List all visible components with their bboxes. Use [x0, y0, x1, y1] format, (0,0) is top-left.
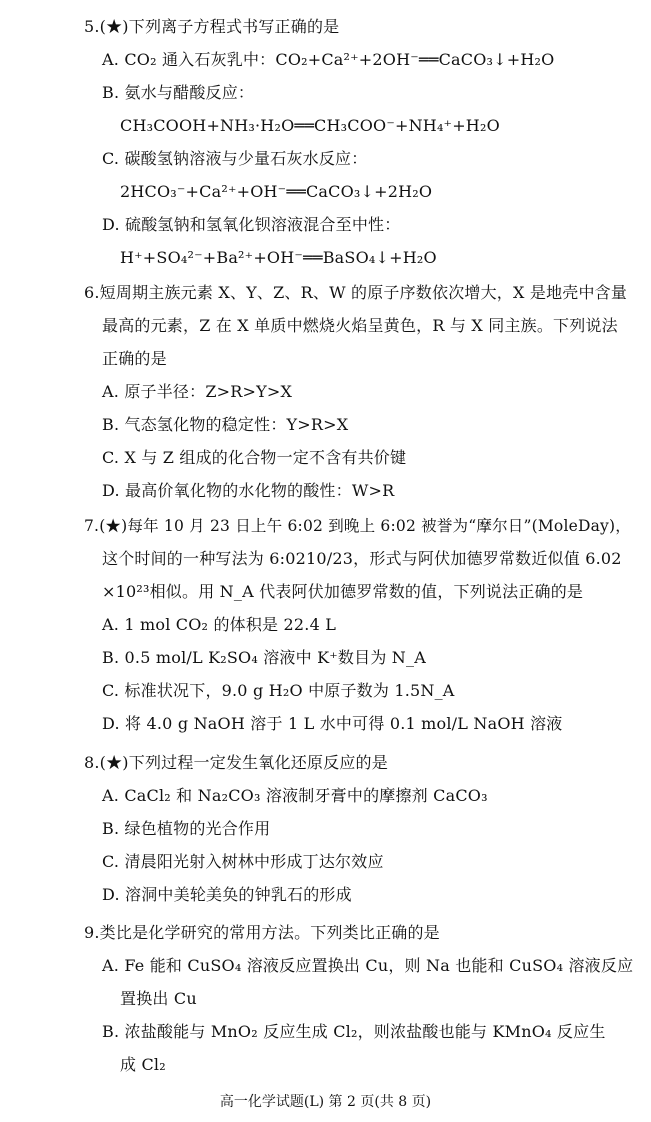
question-8-option-c: C. 清晨阳光射入树林中形成丁达尔效应 — [102, 852, 384, 871]
question-8-stem: 8.(★)下列过程一定发生氧化还原反应的是 — [84, 753, 388, 772]
question-7-option-a: A. 1 mol CO₂ 的体积是 22.4 L — [102, 615, 337, 634]
question-7-stem-line-3: ×10²³相似。用 N_A 代表阿伏加德罗常数的值，下列说法正确的是 — [102, 582, 584, 601]
question-8-option-a: A. CaCl₂ 和 Na₂CO₃ 溶液制牙膏中的摩擦剂 CaCO₃ — [102, 786, 488, 805]
question-5-option-a: A. CO₂ 通入石灰乳中：CO₂+Ca²⁺+2OH⁻══CaCO₃↓+H₂O — [102, 50, 555, 69]
question-5-option-d-equation: H⁺+SO₄²⁻+Ba²⁺+OH⁻══BaSO₄↓+H₂O — [120, 248, 437, 267]
question-6-stem-line-2: 最高的元素，Z 在 X 单质中燃烧火焰呈黄色，R 与 X 同主族。下列说法 — [102, 316, 618, 335]
question-5-stem: 5.(★)下列离子方程式书写正确的是 — [84, 17, 340, 36]
question-9-option-a: A. Fe 能和 CuSO₄ 溶液反应置换出 Cu，则 Na 也能和 CuSO₄ 溶液反应 — [102, 956, 634, 975]
question-7-option-b: B. 0.5 mol/L K₂SO₄ 溶液中 K⁺数目为 N_A — [102, 648, 426, 667]
question-5-option-b-equation: CH₃COOH+NH₃·H₂O══CH₃COO⁻+NH₄⁺+H₂O — [120, 116, 500, 135]
question-6-option-d: D. 最高价氧化物的水化物的酸性：W>R — [102, 481, 395, 500]
question-6-option-b: B. 气态氢化物的稳定性：Y>R>X — [102, 415, 349, 434]
question-8-option-d: D. 溶洞中美轮美奂的钟乳石的形成 — [102, 885, 352, 904]
page-footer: 高一化学试题(L) 第 2 页(共 8 页) — [219, 1094, 432, 1110]
question-9-stem: 9.类比是化学研究的常用方法。下列类比正确的是 — [84, 923, 440, 942]
question-5-option-c-equation: 2HCO₃⁻+Ca²⁺+OH⁻══CaCO₃↓+2H₂O — [120, 182, 433, 201]
question-7-option-c: C. 标准状况下，9.0 g H₂O 中原子数为 1.5N_A — [102, 681, 455, 700]
question-9-option-b-continued: 成 Cl₂ — [120, 1055, 166, 1074]
question-6-stem-line-3: 正确的是 — [102, 349, 167, 368]
question-9-option-b: B. 浓盐酸能与 MnO₂ 反应生成 Cl₂，则浓盐酸也能与 KMnO₄ 反应生 — [102, 1022, 606, 1041]
question-7-option-d: D. 将 4.0 g NaOH 溶于 1 L 水中可得 0.1 mol/L NaOH 溶液 — [102, 714, 563, 733]
question-5-option-b: B. 氨水与醋酸反应： — [102, 83, 255, 102]
question-7-stem-line-2: 这个时间的一种写法为 6:0210/23，形式与阿伏加德罗常数近似值 6.02 — [102, 549, 622, 568]
question-5-option-c: C. 碳酸氢钠溶液与少量石灰水反应： — [102, 149, 368, 168]
question-9-option-a-continued: 置换出 Cu — [120, 989, 197, 1008]
question-6-stem-line-1: 6.短周期主族元素 X、Y、Z、R、W 的原子序数依次增大，X 是地壳中含量 — [84, 283, 628, 302]
question-5-option-d: D. 硫酸氢钠和氢氧化钡溶液混合至中性： — [102, 215, 401, 234]
question-6-option-a: A. 原子半径：Z>R>Y>X — [102, 382, 293, 401]
question-8-option-b: B. 绿色植物的光合作用 — [102, 819, 271, 838]
question-6-option-c: C. X 与 Z 组成的化合物一定不含有共价键 — [102, 448, 407, 467]
question-7-stem-line-1: 7.(★)每年 10 月 23 日上午 6:02 到晚上 6:02 被誉为“摩尔日”(MoleDay)， — [84, 517, 631, 535]
